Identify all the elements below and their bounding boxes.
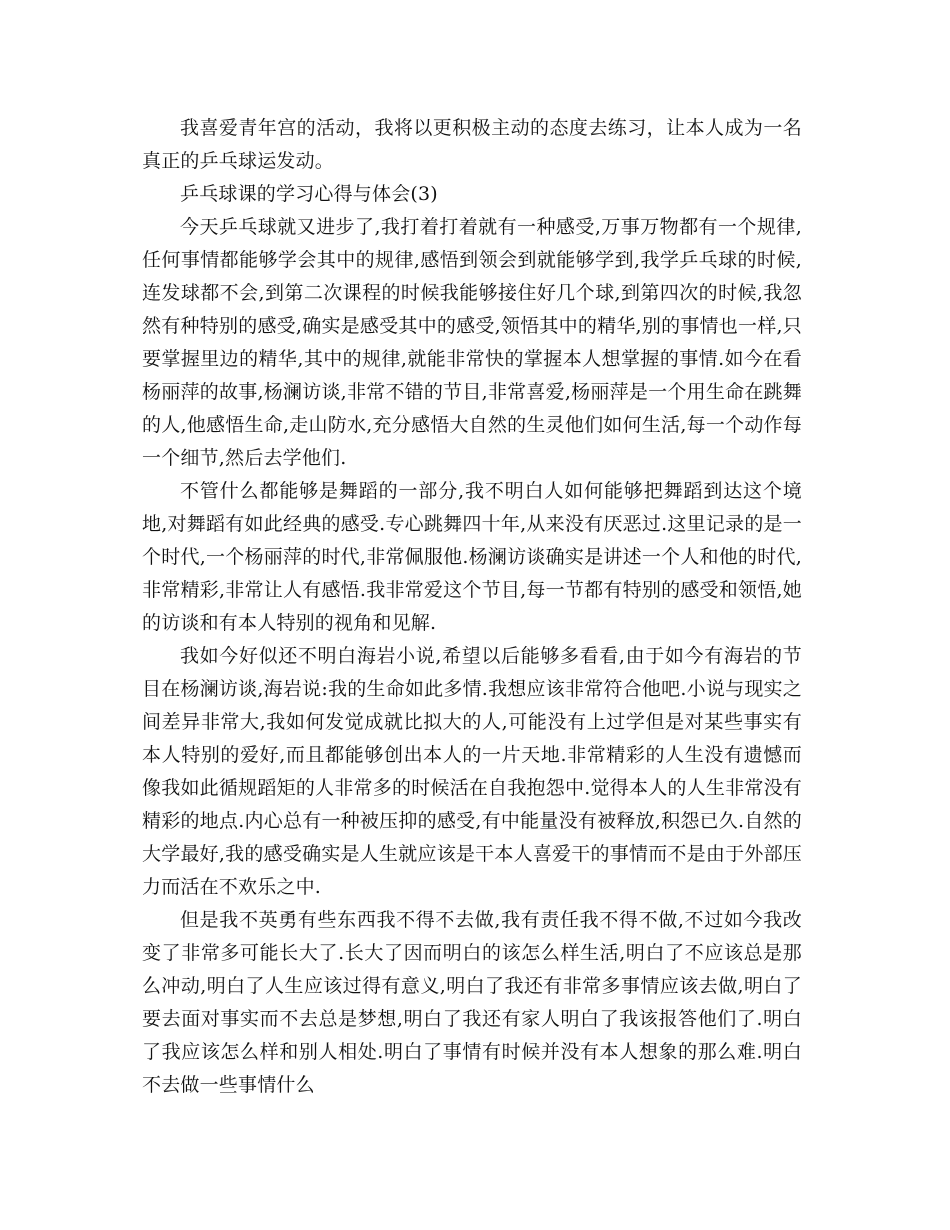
paragraph-dance-reflection: 不管什么都能够是舞蹈的一部分,我不明白人如何能够把舞蹈到达这个境地,对舞蹈有如此经典的感受.专心跳舞四十年,从来没有厌恶过.这里记录的是一个时代,一个杨丽萍的时代,非常佩服他.杨澜访谈确实是讲述一个人和他的时代,非常精彩,非常让人有感悟.我非常爱这个节目,每一节都有特别的感受和领悟,她的访谈和有本人特别的视角和见解. <box>142 480 802 634</box>
paragraph-intro: 我喜爱青年宫的活动，我将以更积极主动的态度去练习，让本人成为一名真正的乒乓球运发动。 <box>142 117 802 172</box>
section-heading: 乒乓球课的学习心得与体会(3) <box>180 183 438 205</box>
document-body <box>142 112 802 1102</box>
paragraph-hai-yan: 我如今好似还不明白海岩小说,希望以后能够多看看,由于如今有海岩的节目在杨澜访谈,海岩说:我的生命如此多情.我想应该非常符合他吧.小说与现实之间差异非常大,我如何发觉成就比拟大的人,可能没有上过学但是对某些事实有本人特别的爱好,而且都能够创出本人的一片天地.非常精彩的人生没有遗憾而像我如此循规蹈矩的人非常多的时候活在自我抱怨中.觉得本人的人生非常没有精彩的地点.内心总有一种被压抑的感受,有中能量没有被释放,积怨已久.自然的大学最好,我的感受确实是人生就应该是干本人喜爱干的事情而不是由于外部压力而活在不欢乐之中. <box>142 645 802 898</box>
paragraph-table-tennis-progress: 今天乒乓球就又进步了,我打着打着就有一种感受,万事万物都有一个规律,任何事情都能够学会其中的规律,感悟到领会到就能够学到,我学乒乓球的时候,连发球都不会,到第二次课程的时候我能够接住好几个球,到第四次的时候,我忽然有种特别的感受,确实是感受其中的感受,领悟其中的精华,别的事情也一样,只要掌握里边的精华,其中的规律,就能非常快的掌握本人想掌握的事情.如今在看杨丽萍的故事,杨澜访谈,非常不错的节目,非常喜爱,杨丽萍是一个用生命在跳舞的人,他感悟生命,走山防水,充分感悟大自然的生灵他们如何生活,每一个动作每一个细节,然后去学他们. <box>142 216 802 469</box>
paragraph-growing-up: 但是我不英勇有些东西我不得不去做,我有责任我不得不做,不过如今我改变了非常多可能长大了.长大了因而明白的该怎么样生活,明白了不应该总是那么冲动,明白了人生应该过得有意义,明白了我还有非常多事情应该去做,明白了要去面对事实而不去总是梦想,明白了我还有家人明白了我该报答他们了.明白了我应该怎么样和别人相处.明白了事情有时候并没有本人想象的那么难.明白不去做一些事情什么 <box>142 909 802 1096</box>
